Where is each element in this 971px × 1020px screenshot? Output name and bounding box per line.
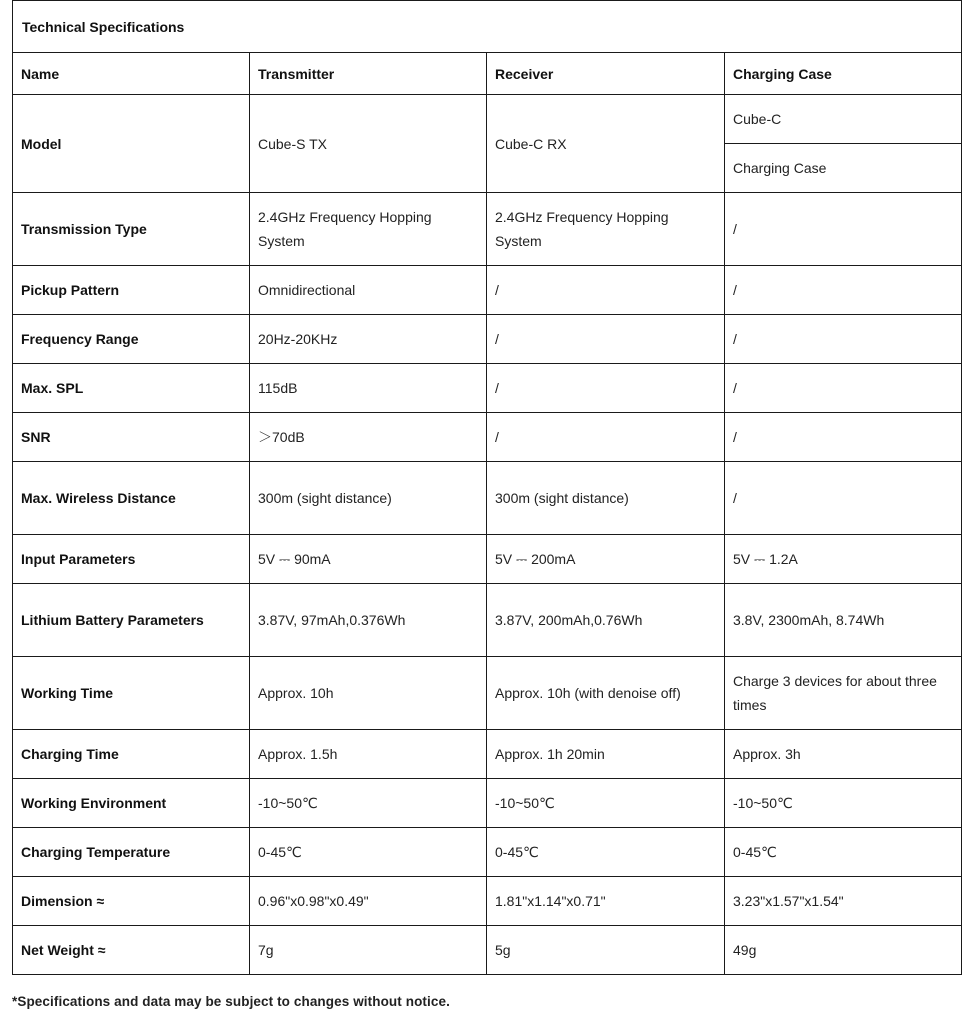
receiver-value: -10~50℃ — [487, 779, 725, 828]
transmitter-value: 7g — [250, 926, 487, 975]
charging-case-value: 5V ⎓ 1.2A — [725, 535, 962, 584]
charging-case-value: / — [725, 266, 962, 315]
transmitter-value: 0-45℃ — [250, 828, 487, 877]
spec-name: Lithium Battery Parameters — [13, 584, 250, 657]
charging-case-value: 0-45℃ — [725, 828, 962, 877]
table-title-row — [13, 1, 962, 53]
receiver-value: Approx. 10h (with denoise off) — [487, 657, 725, 730]
receiver-value: 300m (sight distance) — [487, 462, 725, 535]
spec-name: Transmission Type — [13, 193, 250, 266]
spec-name: Working Environment — [13, 779, 250, 828]
spec-name: Frequency Range — [13, 315, 250, 364]
spec-name: Max. Wireless Distance — [13, 462, 250, 535]
transmitter-value: 300m (sight distance) — [250, 462, 487, 535]
charging-case-value: 3.8V, 2300mAh, 8.74Wh — [725, 584, 962, 657]
table-row — [13, 828, 962, 877]
spec-name: Working Time — [13, 657, 250, 730]
table-header-row — [13, 53, 962, 95]
transmitter-value: 5V ⎓ 90mA — [250, 535, 487, 584]
spec-name: Dimension ≈ — [13, 877, 250, 926]
receiver-value: 1.81"x1.14"x0.71" — [487, 877, 725, 926]
table-row — [13, 584, 962, 657]
table-row — [13, 315, 962, 364]
charging-case-value: Charging Case — [725, 144, 962, 193]
table-row — [13, 266, 962, 315]
table-row — [13, 193, 962, 266]
receiver-value: 2.4GHz Frequency Hopping System — [487, 193, 725, 266]
transmitter-value: 115dB — [250, 364, 487, 413]
charging-case-value: / — [725, 193, 962, 266]
receiver-value: 5g — [487, 926, 725, 975]
charging-case-value: / — [725, 315, 962, 364]
charging-case-value: / — [725, 364, 962, 413]
receiver-value: Approx. 1h 20min — [487, 730, 725, 779]
spec-name: SNR — [13, 413, 250, 462]
charging-case-value: Charge 3 devices for about three times — [725, 657, 962, 730]
charging-case-value: 49g — [725, 926, 962, 975]
table-row — [13, 364, 962, 413]
transmitter-value: 20Hz-20KHz — [250, 315, 487, 364]
charging-case-value: Cube-C — [725, 95, 962, 144]
table-row — [13, 730, 962, 779]
column-header-transmitter: Transmitter — [250, 53, 487, 95]
charging-case-value: 3.23"x1.57"x1.54" — [725, 877, 962, 926]
specifications-table — [12, 0, 962, 975]
receiver-value: / — [487, 315, 725, 364]
spec-name: Input Parameters — [13, 535, 250, 584]
table-title: Technical Specifications — [13, 1, 962, 53]
receiver-value: 3.87V, 200mAh,0.76Wh — [487, 584, 725, 657]
transmitter-value: Omnidirectional — [250, 266, 487, 315]
transmitter-value: -10~50℃ — [250, 779, 487, 828]
transmitter-value: 2.4GHz Frequency Hopping System — [250, 193, 487, 266]
receiver-value: / — [487, 364, 725, 413]
spec-name: Net Weight ≈ — [13, 926, 250, 975]
table-row — [13, 462, 962, 535]
column-header-receiver: Receiver — [487, 53, 725, 95]
spec-name: Model — [13, 95, 250, 193]
transmitter-value: Cube-S TX — [250, 95, 487, 193]
receiver-value: Cube-C RX — [487, 95, 725, 193]
table-row — [13, 926, 962, 975]
charging-case-value: / — [725, 462, 962, 535]
table-row — [13, 877, 962, 926]
transmitter-value: Approx. 10h — [250, 657, 487, 730]
table-row — [13, 657, 962, 730]
charging-case-value: Approx. 3h — [725, 730, 962, 779]
table-row — [13, 535, 962, 584]
transmitter-value: 0.96"x0.98"x0.49" — [250, 877, 487, 926]
receiver-value: 0-45℃ — [487, 828, 725, 877]
charging-case-value: / — [725, 413, 962, 462]
receiver-value: 5V ⎓ 200mA — [487, 535, 725, 584]
charging-case-value: -10~50℃ — [725, 779, 962, 828]
column-header-name: Name — [13, 53, 250, 95]
spec-name: Charging Temperature — [13, 828, 250, 877]
spec-name: Pickup Pattern — [13, 266, 250, 315]
transmitter-value: Approx. 1.5h — [250, 730, 487, 779]
column-header-charging-case: Charging Case — [725, 53, 962, 95]
spec-name: Charging Time — [13, 730, 250, 779]
transmitter-value: 3.87V, 97mAh,0.376Wh — [250, 584, 487, 657]
table-row — [13, 779, 962, 828]
receiver-value: / — [487, 413, 725, 462]
footnote: *Specifications and data may be subject to changes without notice. — [12, 994, 450, 1009]
receiver-value: / — [487, 266, 725, 315]
transmitter-value: ＞70dB — [250, 413, 487, 462]
spec-name: Max. SPL — [13, 364, 250, 413]
table-row — [13, 413, 962, 462]
table-row — [13, 95, 962, 144]
